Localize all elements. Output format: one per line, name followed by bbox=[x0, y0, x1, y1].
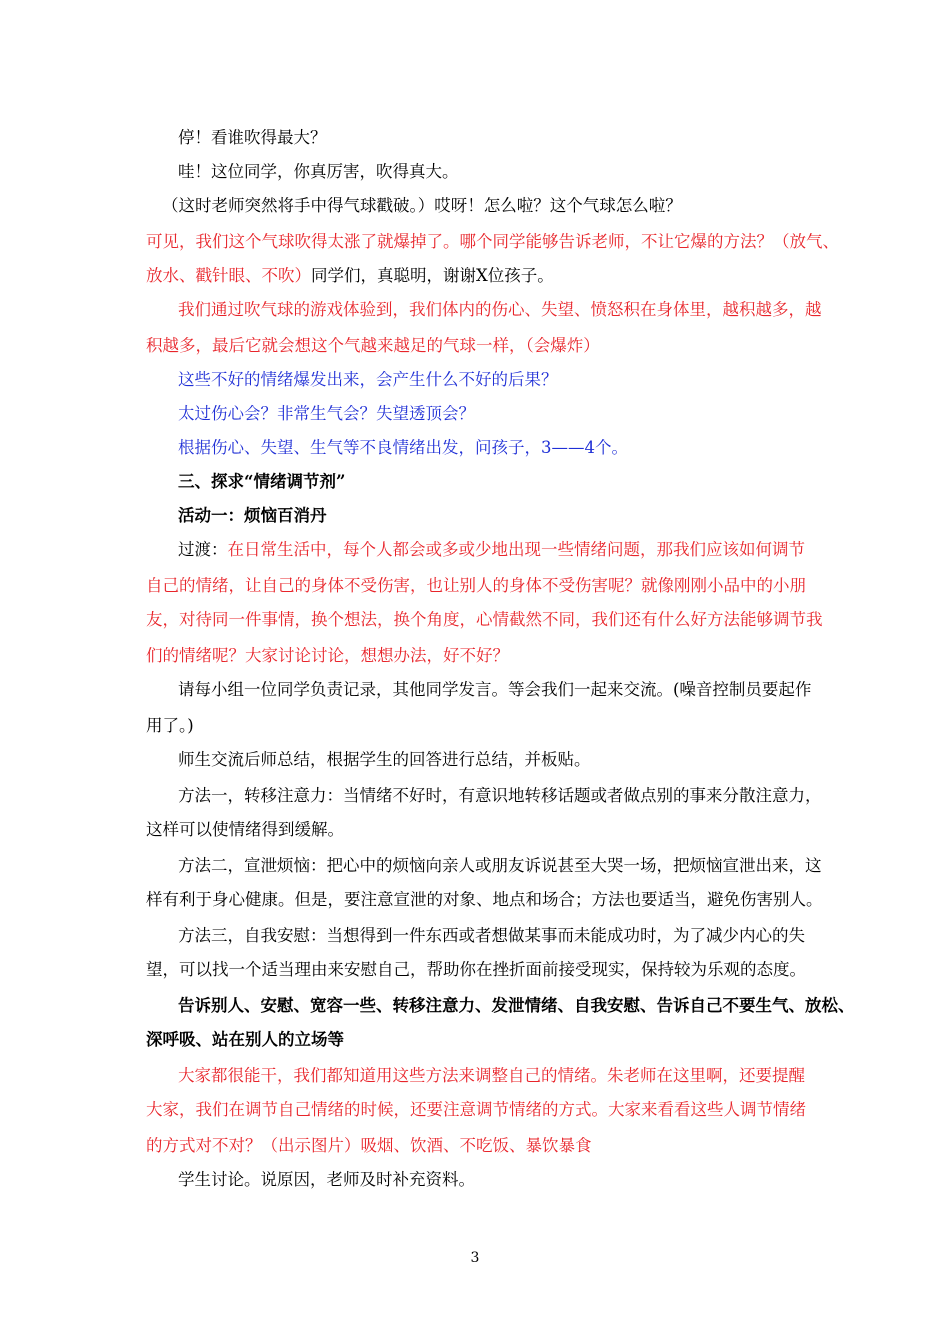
text-line: 深呼吸、站在别人的立场等 bbox=[146, 1030, 344, 1049]
text-line: 们的情绪呢？大家讨论讨论，想想办法，好不好？ bbox=[146, 646, 509, 665]
text-line: 积越多，最后它就会想这个气越来越足的气球一样，（会爆炸） bbox=[146, 336, 600, 355]
text-line: 样有利于身心健康。但是，要注意宣泄的对象、地点和场合；方法也要适当，避免伤害别人。 bbox=[146, 890, 823, 909]
text-line: 根据伤心、失望、生气等不良情绪出发，问孩子，3——4个。 bbox=[178, 438, 628, 457]
text-line: 方法三，自我安慰：当想得到一件东西或者想做某事而未能成功时，为了减少内心的失 bbox=[178, 926, 805, 945]
text-line bbox=[178, 540, 858, 560]
text-line: 方法一，转移注意力：当情绪不好时，有意识地转移话题或者做点别的事来分散注意力， bbox=[178, 786, 822, 805]
section-heading: 三、探求“情绪调节剂” bbox=[178, 472, 346, 491]
text-line: 这样可以使情绪得到缓解。 bbox=[146, 820, 344, 839]
text-fragment: 在日常生活中，每个人都会或多或少地出现一些情绪问题，那我们应该如何调节 bbox=[227, 540, 805, 559]
text-fragment: 放水、戳针眼、不吹） bbox=[146, 266, 311, 285]
text-line: 自己的情绪，让自己的身体不受伤害，也让别人的身体不受伤害呢？就像刚刚小品中的小朋 bbox=[146, 576, 806, 595]
text-line: 我们通过吹气球的游戏体验到，我们体内的伤心、失望、愤怒积在身体里，越积越多，越 bbox=[178, 300, 822, 319]
text-fragment: 同学们，真聪明，谢谢X位孩子。 bbox=[311, 266, 554, 285]
text-line: 大家，我们在调节自己情绪的时候，还要注意调节情绪的方式。大家来看看这些人调节情绪 bbox=[146, 1100, 806, 1119]
text-line: 望，可以找一个适当理由来安慰自己，帮助你在挫折面前接受现实，保持较为乐观的态度。 bbox=[146, 960, 806, 979]
text-line: 友，对待同一件事情，换个想法，换个角度，心情截然不同，我们还有什么好方法能够调节我 bbox=[146, 610, 823, 629]
text-line: （这时老师突然将手中得气球戳破。）哎呀！怎么啦？这个气球怎么啦？ bbox=[162, 196, 682, 215]
text-line: 方法二，宣泄烦恼：把心中的烦恼向亲人或朋友诉说甚至大哭一场，把烦恼宣泄出来，这 bbox=[178, 856, 822, 875]
text-fragment: 过渡： bbox=[178, 540, 228, 559]
text-line: 可见，我们这个气球吹得太涨了就爆掉了。哪个同学能够告诉老师，不让它爆的方法？（放气、 bbox=[146, 232, 839, 251]
text-line: 的方式对不对？（出示图片）吸烟、饮酒、不吃饭、暴饮暴食 bbox=[146, 1136, 592, 1155]
text-line: 请每小组一位同学负责记录，其他同学发言。等会我们一起来交流。(噪音控制员要起作 bbox=[178, 680, 812, 699]
text-line: 告诉别人、安慰、宽容一些、转移注意力、发泄情绪、自我安慰、告诉自己不要生气、放松、 bbox=[178, 996, 855, 1015]
text-line: 哇！这位同学，你真厉害，吹得真大。 bbox=[178, 162, 459, 181]
page-number: 3 bbox=[470, 1250, 480, 1266]
text-line: 大家都很能干，我们都知道用这些方法来调整自己的情绪。朱老师在这里啊，还要提醒 bbox=[178, 1066, 805, 1085]
text-line bbox=[146, 266, 826, 286]
text-line: 师生交流后师总结，根据学生的回答进行总结，并板贴。 bbox=[178, 750, 591, 769]
activity-heading: 活动一：烦恼百消丹 bbox=[178, 506, 327, 525]
text-line: 学生讨论。说原因，老师及时补充资料。 bbox=[178, 1170, 475, 1189]
text-line: 这些不好的情绪爆发出来，会产生什么不好的后果？ bbox=[178, 370, 558, 389]
text-line: 停！看谁吹得最大？ bbox=[178, 128, 327, 147]
text-line: 太过伤心会？非常生气会？失望透顶会？ bbox=[178, 404, 475, 423]
text-line: 用了。) bbox=[146, 716, 194, 735]
